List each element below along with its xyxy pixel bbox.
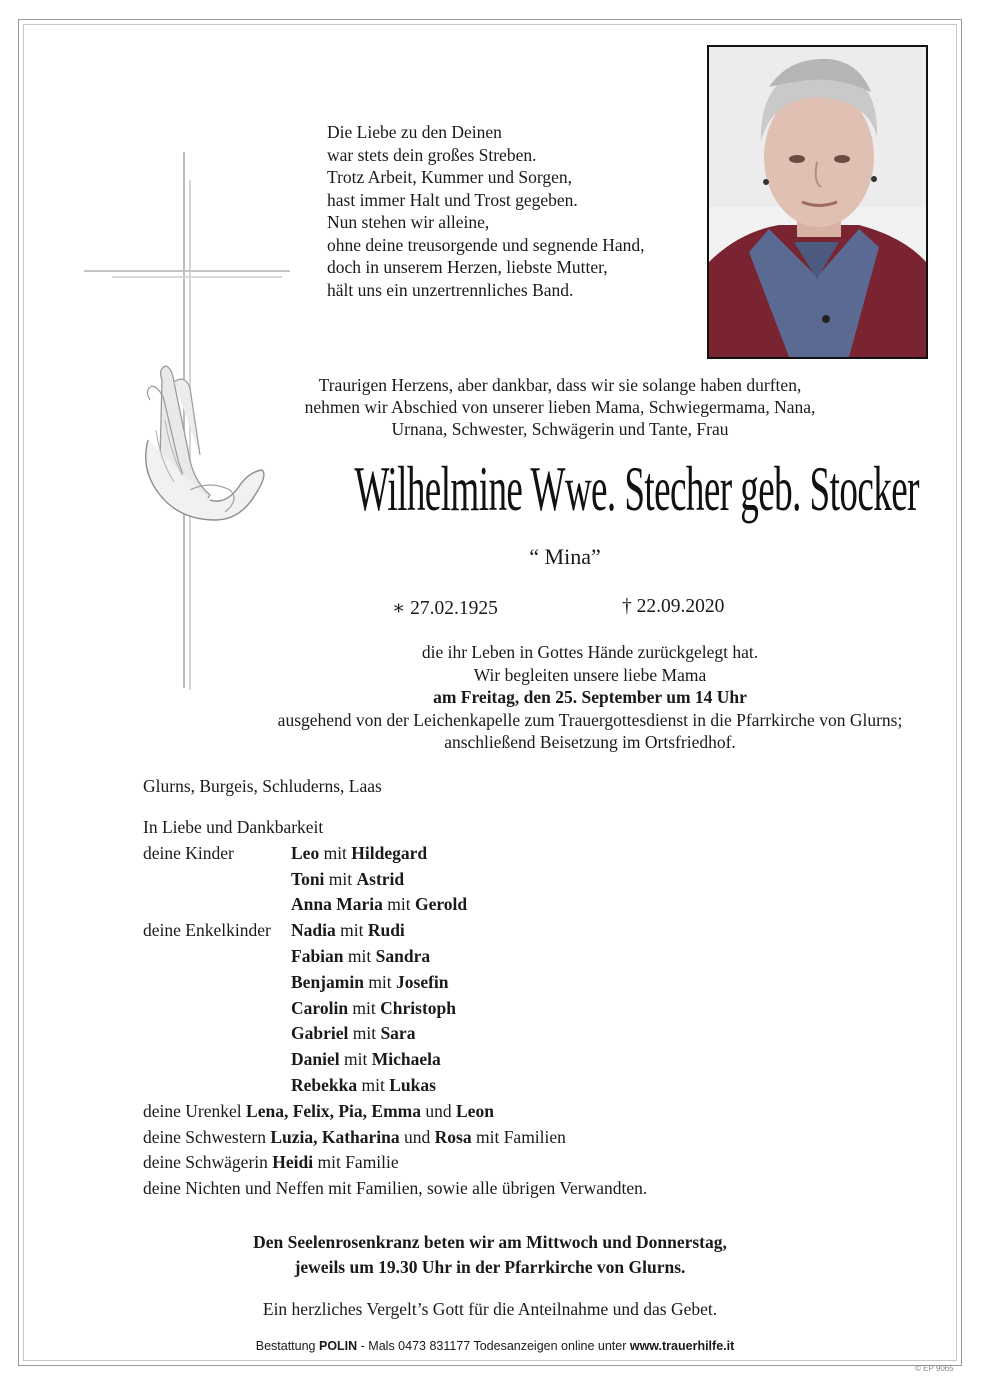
intro-line: Urnana, Schwester, Schwägerin und Tante, Frau: [391, 419, 729, 439]
cross-horizontal-bar: [84, 270, 290, 272]
portrait-photo: [707, 45, 928, 359]
deceased-name: [150, 452, 982, 526]
partner-name: Astrid: [356, 868, 405, 889]
intro-text: [250, 374, 870, 440]
poem-line: Nun stehen wir alleine,: [327, 212, 490, 232]
grandchild-name: Gabriel: [291, 1023, 349, 1044]
family-row-others: deine Nichten und Neffen mit Familien, sowie alle übrigen Verwandten.: [143, 1178, 648, 1199]
sisters-label: deine Schwestern: [143, 1126, 266, 1147]
und-text: und: [404, 1126, 431, 1147]
announcement-date: am Freitag, den 25. September um 14 Uhr: [433, 687, 747, 707]
sisterinlaw-name: Heidi: [272, 1152, 314, 1173]
child-name: Toni: [291, 868, 325, 889]
footer-prefix: Bestattung: [255, 1339, 316, 1353]
poem-line: Die Liebe zu den Deinen: [327, 122, 502, 142]
rosary-line: jeweils um 19.30 Uhr in der Pfarrkirche von Glurns.: [294, 1257, 686, 1277]
family-row: [143, 1047, 647, 1073]
family-list: [143, 815, 647, 1202]
family-row: [143, 1073, 647, 1099]
mit-text: mit: [340, 920, 364, 941]
cross-horizontal-shadow: [112, 276, 282, 278]
partner-name: Michaela: [371, 1049, 441, 1070]
family-row: [143, 996, 647, 1022]
family-row-children: [143, 841, 647, 867]
print-code: © EP 9065: [915, 1364, 954, 1373]
funeral-announcement: [220, 641, 960, 754]
partner-name: Sara: [380, 1023, 416, 1044]
partner-name: Lukas: [389, 1074, 436, 1095]
family-row-sisterinlaw: [143, 1150, 647, 1176]
rosary-line: Den Seelenrosenkranz beten wir am Mittwoch und Donnerstag,: [253, 1232, 727, 1252]
sister-last-name: Rosa: [434, 1126, 472, 1147]
poem-line: ohne deine treusorgende und segnende Hand,: [327, 234, 645, 255]
mit-text: mit: [352, 1023, 377, 1044]
birth-date: ∗ 27.02.1925: [392, 598, 498, 619]
family-row: [143, 892, 647, 918]
portrait-illustration: [709, 47, 926, 357]
greatgrand-label: deine Urenkel: [143, 1100, 242, 1121]
family-row-grandchildren: [143, 918, 647, 944]
children-label: deine Kinder: [143, 842, 234, 863]
partner-name: Josefin: [396, 971, 449, 992]
family-intro: In Liebe und Dankbarkeit: [143, 817, 324, 837]
announcement-line: anschließend Beisetzung im Ortsfriedhof.: [444, 732, 736, 752]
grandchildren-label: deine Enkelkinder: [143, 920, 271, 941]
family-row: [143, 867, 647, 893]
mit-text: mit: [344, 1049, 368, 1070]
announcement-line: die ihr Leben in Gottes Hände zurückgelegt hat.: [421, 642, 759, 662]
footer: [190, 1339, 800, 1353]
death-date: † 22.09.2020: [622, 596, 725, 617]
family-row: [143, 1021, 647, 1047]
sisters-suffix: mit Familien: [475, 1126, 566, 1147]
grandchild-name: Carolin: [291, 997, 349, 1018]
child-name: Leo: [291, 842, 320, 863]
family-row-greatgrandchildren: [143, 1099, 647, 1125]
poem-line: Trotz Arbeit, Kummer und Sorgen,: [327, 167, 572, 187]
mit-text: mit: [387, 894, 411, 915]
poem-line: hält uns ein unzertrennliches Band.: [327, 279, 574, 300]
family-row-sisters: [143, 1125, 647, 1151]
grandchild-name: Nadia: [291, 920, 336, 941]
nickname: “ Mina”: [529, 544, 601, 569]
footer-company: POLIN: [318, 1339, 358, 1353]
mit-text: mit: [361, 1074, 385, 1095]
partner-name: Christoph: [380, 997, 456, 1018]
mit-text: mit: [352, 997, 376, 1018]
deceased-name-text: Wilhelmine Wwe. Stecher geb. Stocker: [354, 453, 919, 524]
sisterinlaw-label: deine Schwägerin: [143, 1152, 268, 1173]
poem: [327, 121, 645, 301]
partner-name: Rudi: [367, 920, 405, 941]
thanks-text: Ein herzliches Vergelt’s Gott für die Anteilnahme und das Gebet.: [262, 1299, 718, 1319]
sisters-names: Luzia, Katharina: [270, 1126, 400, 1147]
intro-line: nehmen wir Abschied von unserer lieben Mama, Schwiegermama, Nana,: [304, 397, 816, 417]
footer-url-link[interactable]: www.trauerhilfe.it: [629, 1339, 735, 1353]
announcement-line: ausgehend von der Leichenkapelle zum Trauergottesdienst in die Pfarrkirche von Glurns;: [277, 709, 903, 730]
mit-text: mit: [328, 868, 353, 889]
footer-middle: - Mals 0473 831177 Todesanzeigen online unter: [357, 1339, 630, 1353]
family-row: [143, 944, 647, 970]
partner-name: Gerold: [414, 894, 468, 915]
poem-line: war stets dein großes Streben.: [327, 144, 537, 165]
mit-text: mit: [347, 945, 372, 966]
family-row: [143, 970, 647, 996]
partner-name: Hildegard: [351, 842, 428, 863]
greatgrand-names: Lena, Felix, Pia, Emma: [246, 1100, 421, 1121]
rosary-notice: [200, 1230, 780, 1280]
grandchild-name: Rebekka: [291, 1074, 358, 1095]
und-text: und: [425, 1100, 452, 1121]
partner-name: Sandra: [375, 945, 431, 966]
greatgrand-last-name: Leon: [456, 1100, 494, 1121]
poem-line: hast immer Halt und Trost gegeben.: [327, 189, 578, 210]
sisterinlaw-suffix: mit Familie: [317, 1152, 399, 1173]
intro-line: Traurigen Herzens, aber dankbar, dass wir sie solange haben durften,: [318, 375, 802, 395]
mit-text: mit: [323, 842, 347, 863]
announcement-line: Wir begleiten unsere liebe Mama: [473, 664, 707, 685]
mit-text: mit: [368, 971, 392, 992]
grandchild-name: Fabian: [291, 945, 344, 966]
places: Glurns, Burgeis, Schluderns, Laas: [143, 776, 382, 796]
child-name: Anna Maria: [291, 894, 383, 915]
grandchild-name: Daniel: [291, 1049, 340, 1070]
grandchild-name: Benjamin: [291, 971, 364, 992]
poem-line: doch in unserem Herzen, liebste Mutter,: [327, 257, 608, 277]
